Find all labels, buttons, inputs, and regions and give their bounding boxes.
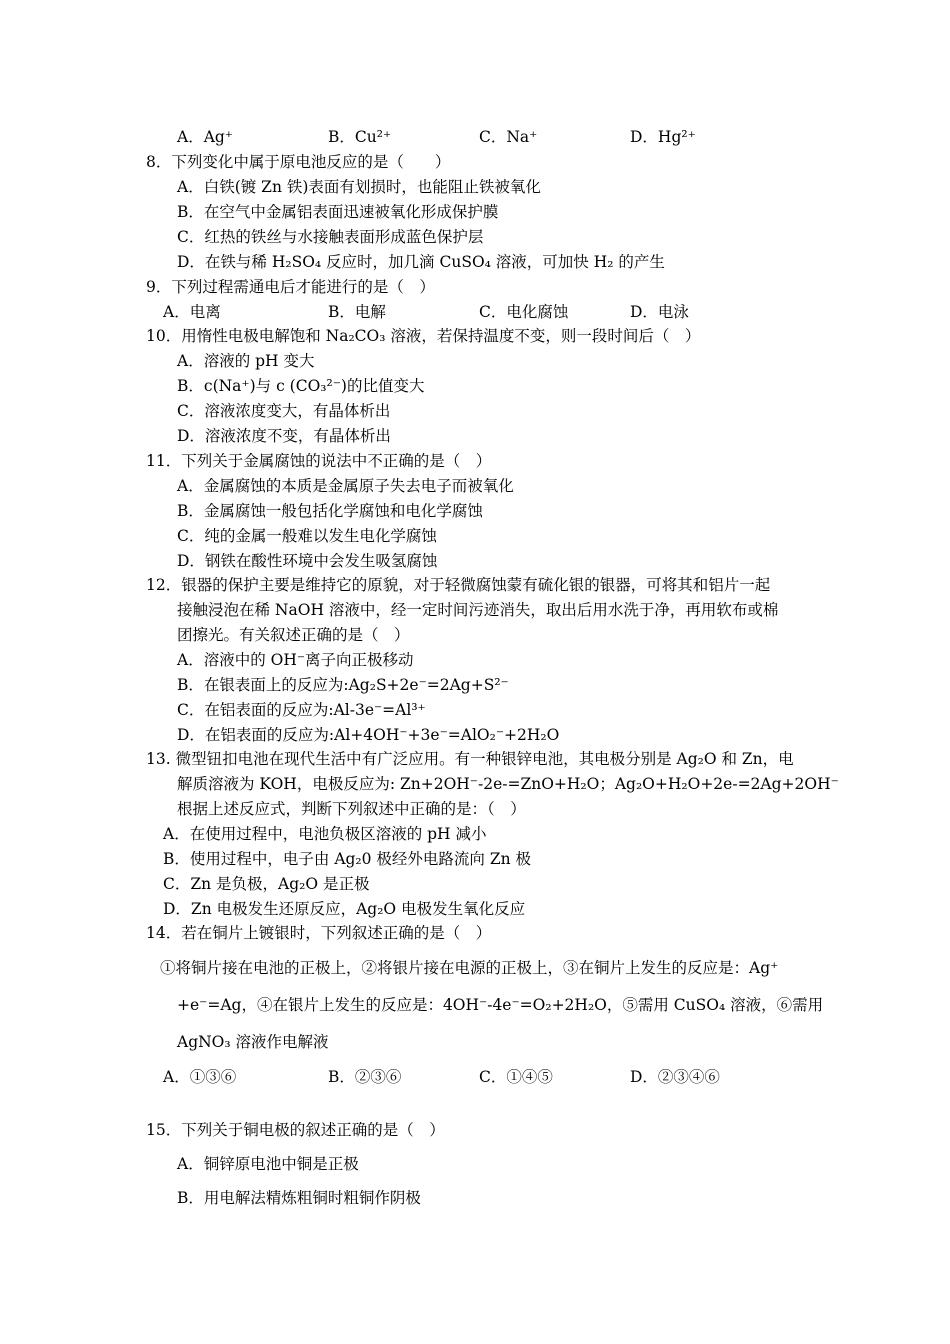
- q13-stem-line1: 13. 微型钮扣电池在现代生活中有广泛应用。有一种银锌电池，其电极分别是 Ag₂O 和 Zn，电: [146, 750, 794, 768]
- q9-stem: 9．下列过程需通电后才能进行的是（ ）: [146, 278, 435, 296]
- q13-option-c: C．Zn 是负极，Ag₂O 是正极: [163, 875, 370, 893]
- q11-stem: 11．下列关于金属腐蚀的说法中不正确的是（ ）: [146, 452, 492, 470]
- q13-option-a: A．在使用过程中，电池负极区溶液的 pH 减小: [163, 825, 487, 843]
- q9-option-b: B．电解: [328, 303, 386, 321]
- q12-stem-line2: 接触浸泡在稀 NaOH 溶液中，经一定时间污迹消失，取出后用水洗于净，再用软布或棉: [177, 601, 779, 619]
- q7-option-d: D．Hg²⁺: [630, 128, 696, 146]
- q8-stem: 8．下列变化中属于原电池反应的是（ ）: [146, 153, 451, 171]
- q8-option-b: B．在空气中金属铝表面迅速被氧化形成保护膜: [177, 203, 499, 221]
- q14-option-d: D．②③④⑥: [630, 1068, 720, 1086]
- q7-option-a: A．Ag⁺: [177, 128, 233, 146]
- q10-option-c: C．溶液浓度变大，有晶体析出: [177, 402, 391, 420]
- q14-statements-line2: +e⁻=Ag，④在银片上发生的反应是：4OH⁻-4e⁻=O₂+2H₂O，⑤需用 CuSO₄ 溶液，⑥需用: [177, 996, 824, 1014]
- q14-statements-line1: ①将铜片接在电池的正极上，②将银片接在电源的正极上，③在铜片上发生的反应是：Ag⁺: [160, 959, 779, 977]
- q10-option-d: D．溶液浓度不变，有晶体析出: [177, 427, 391, 445]
- q14-option-c: C．①④⑤: [479, 1068, 553, 1086]
- q14-statements-line3: AgNO₃ 溶液作电解液: [177, 1033, 329, 1051]
- q13-stem-line3: 根据上述反应式，判断下列叙述中正确的是：（ ）: [177, 800, 526, 818]
- q9-option-a: A．电离: [163, 303, 221, 321]
- q7-option-b: B．Cu²⁺: [328, 128, 392, 146]
- q8-option-a: A．白铁(镀 Zn 铁)表面有划损时，也能阻止铁被氧化: [177, 178, 541, 196]
- q11-option-d: D．钢铁在酸性环境中会发生吸氢腐蚀: [177, 552, 438, 570]
- q8-option-c: C．红热的铁丝与水接触表面形成蓝色保护层: [177, 228, 484, 246]
- q14-option-a: A．①③⑥: [163, 1068, 237, 1086]
- q13-option-d: D．Zn 电极发生还原反应，Ag₂O 电极发生氧化反应: [163, 900, 526, 918]
- q7-option-c: C．Na⁺: [479, 128, 538, 146]
- q13-stem-line2: 解质溶液为 KOH，电极反应为: Zn+2OH⁻-2e-=ZnO+H₂O；Ag₂O+H₂O+2e-=2Ag+2OH⁻: [177, 775, 839, 793]
- q10-stem: 10．用惰性电极电解饱和 Na₂CO₃ 溶液，若保持温度不变，则一段时间后（ ）: [146, 327, 701, 345]
- q9-option-d: D．电泳: [630, 303, 689, 321]
- q14-option-b: B．②③⑥: [328, 1068, 402, 1086]
- q11-option-c: C．纯的金属一般难以发生电化学腐蚀: [177, 527, 437, 545]
- q12-stem-line1: 12．银器的保护主要是维持它的原貌，对于轻微腐蚀蒙有硫化银的银器，可将其和铝片一起: [146, 576, 771, 594]
- q15-stem: 15．下列关于铜电极的叙述正确的是（ ）: [146, 1121, 445, 1139]
- q10-option-b: B．c(Na⁺)与 c (CO₃²⁻)的比值变大: [177, 377, 425, 395]
- q15-option-b: B．用电解法精炼粗铜时粗铜作阴极: [177, 1189, 421, 1207]
- q10-option-a: A．溶液的 pH 变大: [177, 352, 315, 370]
- q12-option-d: D．在铝表面的反应为:Al+4OH⁻+3e⁻=AlO₂⁻+2H₂O: [177, 726, 560, 744]
- q12-option-b: B．在银表面上的反应为:Ag₂S+2e⁻=2Ag+S²⁻: [177, 676, 509, 694]
- q12-option-c: C．在铝表面的反应为:Al-3e⁻=Al³⁺: [177, 701, 426, 719]
- q12-stem-line3: 团擦光。有关叙述正确的是（ ）: [177, 626, 410, 644]
- q13-option-b: B．使用过程中，电子由 Ag₂0 极经外电路流向 Zn 极: [163, 850, 532, 868]
- q14-stem: 14．若在铜片上镀银时，下列叙述正确的是（ ）: [146, 924, 492, 942]
- q12-option-a: A．溶液中的 OH⁻离子向正极移动: [177, 651, 414, 669]
- q11-option-a: A．金属腐蚀的本质是金属原子失去电子而被氧化: [177, 477, 514, 495]
- q11-option-b: B．金属腐蚀一般包括化学腐蚀和电化学腐蚀: [177, 502, 483, 520]
- q9-option-c: C．电化腐蚀: [479, 303, 569, 321]
- q15-option-a: A．铜锌原电池中铜是正极: [177, 1155, 359, 1173]
- q8-option-d: D．在铁与稀 H₂SO₄ 反应时，加几滴 CuSO₄ 溶液，可加快 H₂ 的产生: [177, 253, 665, 271]
